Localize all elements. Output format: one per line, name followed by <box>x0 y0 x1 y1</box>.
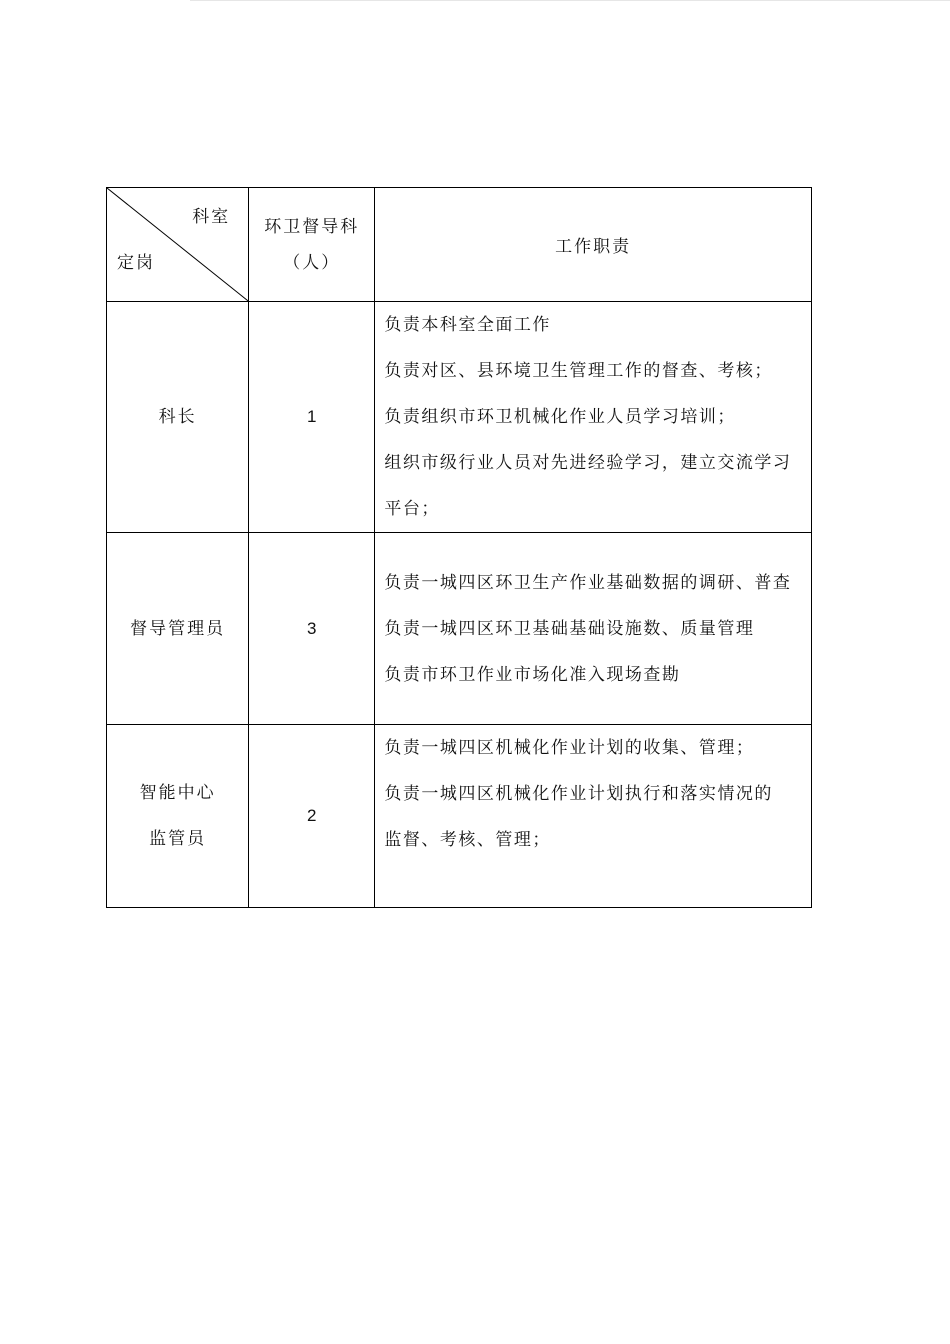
duty-list <box>384 560 803 698</box>
header-duty-cell: 工作职责 <box>375 188 812 302</box>
duty-item: 负责本科室全面工作 <box>384 315 551 335</box>
duty-item: 负责一城四区环卫基础基础设施数、质量管理 <box>384 618 755 639</box>
post-name: 科长 <box>158 407 197 427</box>
post-name: 监管员 <box>149 829 207 849</box>
header-count-unit: （人） <box>283 252 341 273</box>
count-cell: 2 <box>249 725 375 908</box>
duty-item: 负责对区、县环境卫生管理工作的督查、考核； <box>384 361 773 381</box>
duty-item: 组织市级行业人员对先进经验学习，建立交流学习 <box>384 453 792 473</box>
table-row <box>107 533 812 725</box>
diagonal-header-cell <box>107 188 249 302</box>
count-cell: 1 <box>249 302 375 533</box>
duty-item: 负责一城四区机械化作业计划执行和落实情况的 <box>384 784 773 804</box>
header-post-label: 定岗 <box>117 253 155 273</box>
duty-list <box>384 725 803 863</box>
post-cell <box>107 302 249 533</box>
count-cell: 3 <box>249 533 375 725</box>
duty-cell <box>375 725 812 908</box>
duty-item: 监督、考核、管理； <box>384 830 551 850</box>
post-cell <box>107 725 249 908</box>
post-name: 智能中心 <box>139 783 216 803</box>
duty-cell <box>375 533 812 725</box>
post-name: 督导管理员 <box>130 618 226 639</box>
table-header-row <box>107 188 812 302</box>
table-row <box>107 725 812 908</box>
header-count-title: 环卫督导科 <box>264 216 360 237</box>
page-top-rule <box>190 0 950 1</box>
header-count-cell <box>249 188 375 302</box>
duty-item: 负责一城四区机械化作业计划的收集、管理； <box>384 738 755 758</box>
duty-list <box>384 302 803 532</box>
duty-item: 平台； <box>384 499 440 519</box>
table-row <box>107 302 812 533</box>
duty-item: 负责市环卫作业市场化准入现场查勘 <box>384 664 681 685</box>
duty-item: 负责一城四区环卫生产作业基础数据的调研、普查 <box>384 572 792 593</box>
duty-table <box>106 187 812 908</box>
header-department-label: 科室 <box>192 207 231 227</box>
duty-item: 负责组织市环卫机械化作业人员学习培训； <box>384 407 736 427</box>
duty-cell <box>375 302 812 533</box>
post-cell <box>107 533 249 725</box>
